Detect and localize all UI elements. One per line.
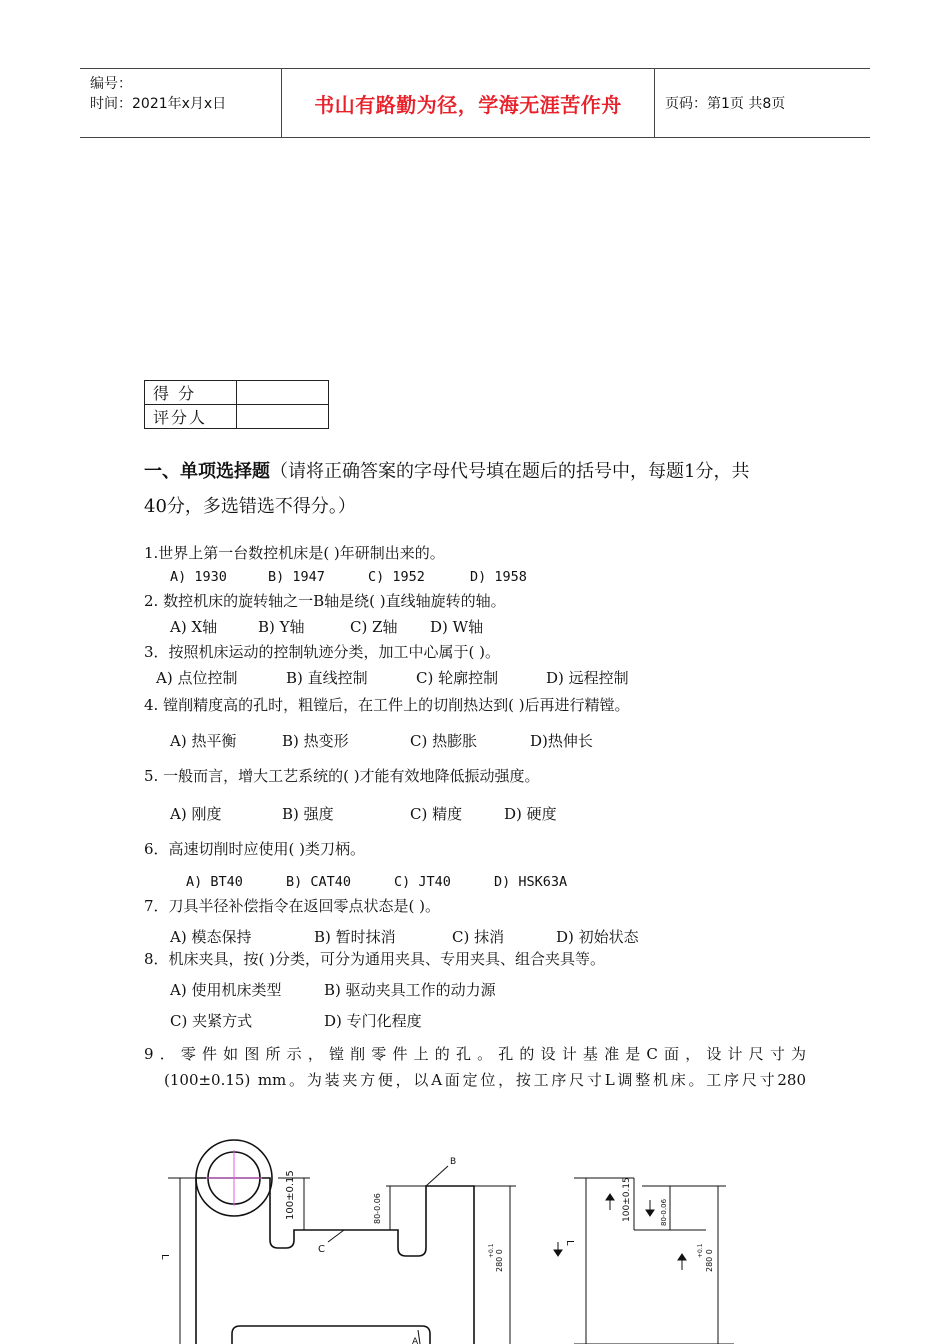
q4-option-c: C) 热膨胀 — [410, 732, 478, 750]
q8-option-d: D) 专门化程度 — [324, 1012, 422, 1030]
part-bottom-recess — [232, 1326, 430, 1344]
motto: 书山有路勤为径，学海无涯苦作舟 — [282, 69, 655, 137]
q3-option-c: C) 轮廓控制 — [416, 669, 499, 687]
q6-option-b: B) CAT40 — [286, 874, 352, 890]
q6-option-a: A) BT40 — [186, 874, 243, 890]
q8-option-c: C) 夹紧方式 — [170, 1012, 253, 1030]
q6-option-d: D) HSK63A — [494, 874, 568, 890]
question-6: 6．高速切削时应使用( )类刀柄。 — [144, 840, 366, 858]
q1-option-c: C) 1952 — [368, 569, 425, 585]
label-B: B — [450, 1157, 457, 1167]
q7-option-a: A) 模态保持 — [170, 928, 252, 946]
q3-option-a: A) 点位控制 — [156, 669, 238, 687]
q1-option-b: B) 1947 — [268, 569, 325, 585]
question-3: 3．按照机床运动的控制轨迹分类，加工中心属于( )。 — [144, 643, 501, 661]
q5-option-b: B) 强度 — [282, 805, 334, 823]
question-8: 8．机床夹具，按( )分类，可分为通用夹具、专用夹具、组合夹具等。 — [144, 950, 606, 968]
q1-option-d: D) 1958 — [470, 569, 527, 585]
page-info: 页码：第1页 共8页 — [665, 96, 786, 112]
question-4: 4. 镗削精度高的孔时，粗镗后，在工件上的切削热达到( )后再进行精镗。 — [144, 696, 630, 714]
q5-option-a: A) 刚度 — [170, 805, 222, 823]
label-A: A — [412, 1337, 419, 1344]
right-label-L: L — [564, 1240, 575, 1246]
header-meta-cell — [80, 69, 282, 137]
question-9-line-2: (100±0.15) mm。为装夹方便，以A面定位，按工序尺寸L调整机床。工序尺寸280 — [164, 1071, 806, 1089]
score-label: 得 分 — [145, 381, 237, 405]
label-L: L — [159, 1254, 170, 1260]
q5-option-d: D) 硬度 — [504, 805, 557, 823]
q4-option-d: D)热伸长 — [530, 732, 593, 750]
dim-280: 280 0 — [495, 1249, 504, 1272]
q7-option-d: D) 初始状态 — [556, 928, 639, 946]
arrow-up-icon-2 — [678, 1254, 686, 1270]
right-dim-100: 100±0.15 — [622, 1177, 632, 1222]
question-7: 7．刀具半径补偿指令在返回零点状态是( )。 — [144, 897, 441, 915]
q5-option-c: C) 精度 — [410, 805, 463, 823]
dim-280-tol: +0.1 — [488, 1243, 495, 1258]
section-title: 一、单项选择题 — [144, 461, 270, 482]
right-dim-280-tol: +0.1 — [697, 1243, 704, 1258]
q8-option-b: B) 驱动夹具工作的动力源 — [324, 981, 496, 999]
q1-option-a: A) 1930 — [170, 569, 227, 585]
arrow-down-icon — [646, 1200, 654, 1216]
question-2: 2. 数控机床的旋转轴之一B轴是绕( )直线轴旋转的轴。 — [144, 592, 506, 610]
q8-option-a: A) 使用机床类型 — [170, 981, 282, 999]
q3-option-d: D) 远程控制 — [546, 669, 629, 687]
dim-80: 80-0.06 — [373, 1193, 382, 1224]
arrow-down-icon-2 — [554, 1242, 562, 1256]
grader-label: 评分人 — [145, 405, 237, 429]
number-label: 编号： — [90, 76, 132, 92]
arrow-up-icon — [606, 1194, 614, 1210]
q2-option-b: B) Y轴 — [258, 618, 305, 636]
q3-option-b: B) 直线控制 — [286, 669, 368, 687]
question-9-line-1: 9．零件如图所示，镗削零件上的孔。孔的设计基准是C面，设计尺寸为 — [144, 1045, 806, 1063]
q2-option-c: C) Z轴 — [350, 618, 398, 636]
q7-option-b: B) 暂时抹消 — [314, 928, 396, 946]
question-1: 1.世界上第一台数控机床是( )年研制出来的。 — [144, 544, 445, 562]
right-dim-80: 80-0.06 — [660, 1198, 668, 1226]
grader-value-cell — [237, 405, 329, 429]
q4-option-b: B) 热变形 — [282, 732, 349, 750]
section-heading — [144, 457, 749, 483]
right-dim-280: 280 0 — [705, 1249, 714, 1272]
section-instruction-2: 40分，多选错选不得分。） — [144, 496, 356, 517]
q2-option-d: D) W轴 — [430, 618, 484, 636]
label-C: C — [318, 1244, 325, 1255]
q4-option-a: A) 热平衡 — [170, 732, 237, 750]
question-5: 5. 一般而言，增大工艺系统的( )才能有效地降低振动强度。 — [144, 767, 540, 785]
q7-option-c: C) 抹消 — [452, 928, 505, 946]
score-value-cell — [237, 381, 329, 405]
score-table — [144, 380, 329, 429]
time-label: 时间：2021年x月x日 — [90, 96, 227, 112]
part-outline — [196, 1178, 474, 1344]
dim-100: 100±0.15 — [285, 1170, 296, 1220]
page-header — [80, 68, 870, 138]
part-drawing — [150, 1130, 750, 1344]
q6-option-c: C) JT40 — [394, 874, 451, 890]
q2-option-a: A) X轴 — [170, 618, 218, 636]
section-instruction-1: （请将正确答案的字母代号填在题后的括号中，每题1分，共 — [270, 461, 750, 482]
